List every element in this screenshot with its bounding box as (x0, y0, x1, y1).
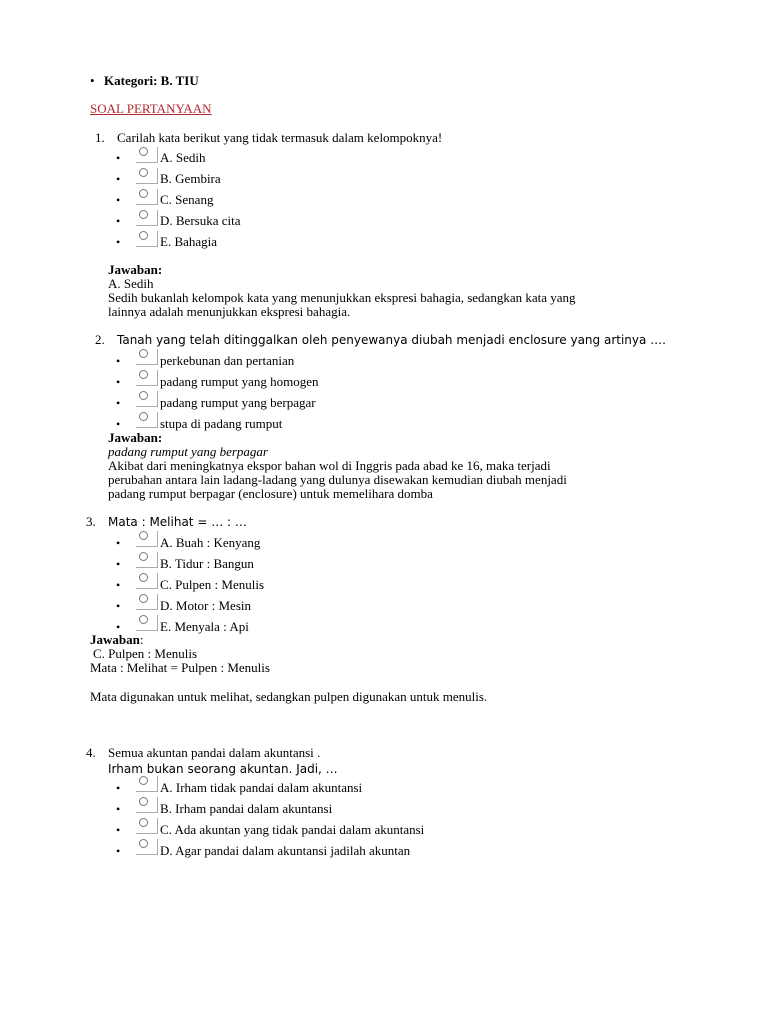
bullet: • (116, 823, 121, 837)
bullet: • (116, 354, 121, 368)
q2-explanation-line: padang rumput berpagar (enclosure) untuk memelihara domba (108, 486, 433, 501)
radio-button[interactable] (136, 412, 158, 430)
bullet: • (116, 214, 121, 228)
q1-option-label: A. Sedih (160, 150, 206, 165)
q2-answer-label: Jawaban: (108, 430, 163, 445)
q4-option-label: B. Irham pandai dalam akuntansi (160, 801, 333, 816)
q4-number: 4. (86, 745, 96, 760)
bullet: • (116, 396, 121, 410)
bullet: • (116, 578, 121, 592)
radio-button[interactable] (136, 210, 158, 228)
radio-button[interactable] (136, 391, 158, 409)
q1-answer: A. Sedih (108, 276, 154, 291)
bullet: • (116, 235, 121, 249)
radio-button[interactable] (136, 776, 158, 794)
q2-option-label: perkebunan dan pertanian (160, 353, 295, 368)
q2-option-label: stupa di padang rumput (160, 416, 283, 431)
q3-number: 3. (86, 514, 96, 529)
q2-answer: padang rumput yang berpagar (108, 444, 268, 459)
q2-number: 2. (95, 332, 105, 347)
q2-option-label: padang rumput yang berpagar (160, 395, 316, 410)
bullet: • (116, 193, 121, 207)
radio-button[interactable] (136, 370, 158, 388)
bullet: • (116, 375, 121, 389)
bullet: • (116, 172, 121, 186)
q2-text: Tanah yang telah ditinggalkan oleh penyewanya diubah menjadi enclosure yang artinya …. (117, 333, 666, 347)
radio-button[interactable] (136, 168, 158, 186)
radio-button[interactable] (136, 231, 158, 249)
category-label: Kategori: B. TIU (104, 73, 199, 88)
bullet: • (116, 802, 121, 816)
bullet: • (116, 417, 121, 431)
q2-explanation-line: Akibat dari meningkatnya ekspor bahan wol di Inggris pada abad ke 16, maka terjadi (108, 458, 551, 473)
header-bullet: • (90, 73, 95, 88)
q3-relation: Mata : Melihat = Pulpen : Menulis (90, 660, 270, 675)
bullet: • (116, 151, 121, 165)
radio-button[interactable] (136, 839, 158, 857)
q3-option-label: B. Tidur : Bangun (160, 556, 254, 571)
radio-button[interactable] (136, 349, 158, 367)
q4-text-line1: Semua akuntan pandai dalam akuntansi . (108, 745, 321, 760)
q3-answer-colon: : (139, 632, 144, 647)
q4-option-label: A. Irham tidak pandai dalam akuntansi (160, 780, 363, 795)
q3-answer-label: Jawaban (90, 632, 140, 647)
q3-text: Mata : Melihat = … : … (108, 515, 247, 529)
radio-button[interactable] (136, 552, 158, 570)
q1-option-label: E. Bahagia (160, 234, 218, 249)
bullet: • (116, 781, 121, 795)
q3-option-label: E. Menyala : Api (160, 619, 249, 634)
q3-option-label: D. Motor : Mesin (160, 598, 251, 613)
radio-button[interactable] (136, 189, 158, 207)
q1-explanation-line: Sedih bukanlah kelompok kata yang menunjukkan ekspresi bahagia, sedangkan kata yang (108, 290, 576, 305)
q3-option-label: C. Pulpen : Menulis (160, 577, 265, 592)
q4-text-line2: Irham bukan seorang akuntan. Jadi, … (108, 762, 338, 776)
bullet: • (116, 557, 121, 571)
q3-option-label: A. Buah : Kenyang (160, 535, 261, 550)
radio-button[interactable] (136, 615, 158, 633)
q2-explanation-line: perubahan antara lain ladang-ladang yang dulunya disewakan kemudian diubah menjadi (108, 472, 567, 487)
q1-number: 1. (95, 130, 105, 145)
section-title: SOAL PERTANYAAN (90, 101, 212, 116)
q4-option-label: C. Ada akuntan yang tidak pandai dalam akuntansi (160, 822, 425, 837)
radio-button[interactable] (136, 818, 158, 836)
radio-button[interactable] (136, 531, 158, 549)
bullet: • (116, 599, 121, 613)
q1-option-label: D. Bersuka cita (160, 213, 241, 228)
q1-answer-label: Jawaban: (108, 262, 163, 277)
q1-option-label: B. Gembira (160, 171, 221, 186)
q1-explanation-line: lainnya adalah menunjukkan ekspresi bahagia. (108, 304, 351, 319)
q3-explanation: Mata digunakan untuk melihat, sedangkan pulpen digunakan untuk menulis. (90, 689, 488, 704)
radio-button[interactable] (136, 147, 158, 165)
bullet: • (116, 844, 121, 858)
radio-button[interactable] (136, 573, 158, 591)
bullet: • (116, 620, 121, 634)
q2-option-label: padang rumput yang homogen (160, 374, 319, 389)
radio-button[interactable] (136, 797, 158, 815)
bullet: • (116, 536, 121, 550)
q3-answer: C. Pulpen : Menulis (93, 646, 198, 661)
q4-option-label: D. Agar pandai dalam akuntansi jadilah akuntan (160, 843, 411, 858)
radio-button[interactable] (136, 594, 158, 612)
q1-option-label: C. Senang (160, 192, 214, 207)
q1-text: Carilah kata berikut yang tidak termasuk dalam kelompoknya! (117, 130, 443, 145)
